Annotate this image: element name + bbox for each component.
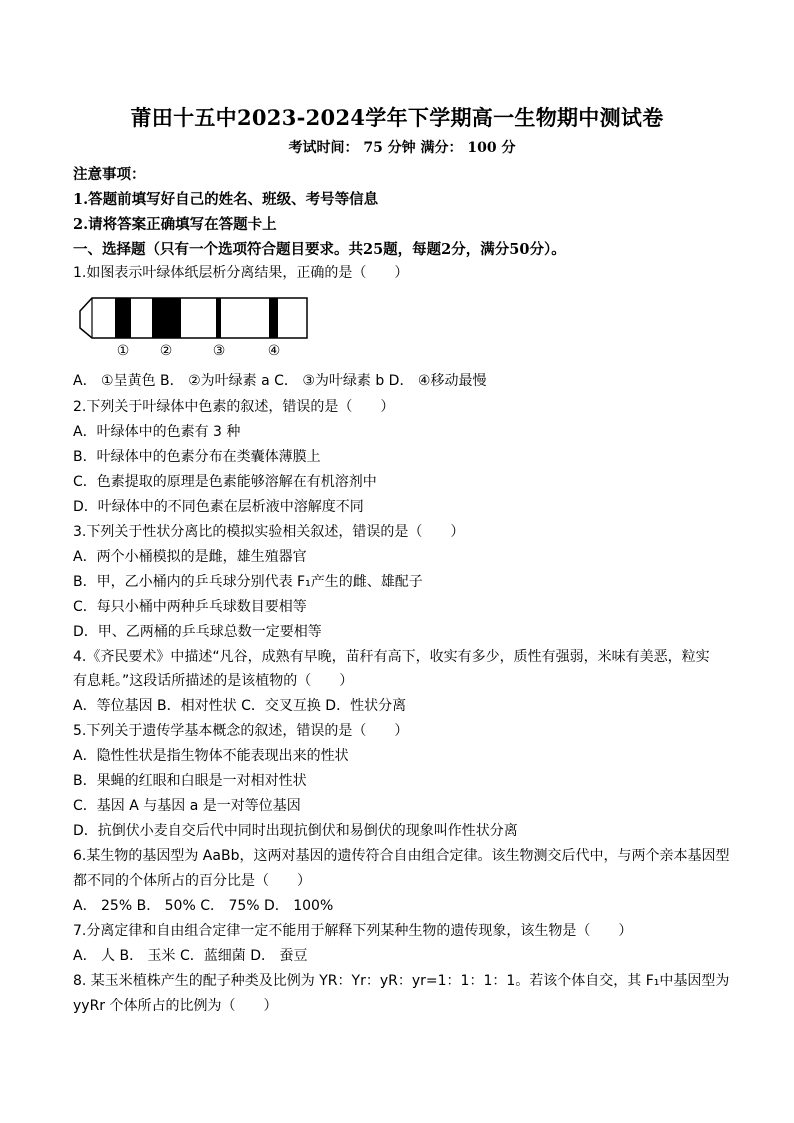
question-option: C．色素提取的原理是色素能够溶解在有机溶剂中 [73,473,377,490]
question-stem: 1.如图表示叶绿体纸层析分离结果，正确的是（ ） [73,265,409,281]
question-option: A．两个小桶模拟的是雌，雄生殖器官 [73,548,307,565]
band-label: ③ [212,343,226,359]
page-title: 莆田十五中2023-2024学年下学期高一生物期中测试卷 [130,105,664,130]
notice-item: 1.答题前填写好自己的姓名、班级、考号等信息 [73,191,379,208]
notice-item: 2.请将答案正确填写在答题卡上 [73,216,277,233]
question-option: B．甲，乙小桶内的乒乓球分别代表 F₁产生的雌、雄配子 [73,573,423,590]
exam-info: 考试时间： 75 分钟 满分： 100 分 [288,140,516,156]
band-label: ② [159,343,173,359]
section-heading: 一、选择题（只有一个选项符合题目要求。共25题，每题2分，满分50分）。 [73,241,566,258]
question-line: 4.《齐民要术》中描述“凡谷，成熟有早晚，苗秆有高下，收实有多少，质性有强弱，米味有美恶，粒实 [73,648,710,665]
question-option: B．果蝇的红眼和白眼是一对相对性状 [73,773,307,790]
question-option: A． 人 B． 玉米 C．蓝细菌 D． 蚕豆 [73,947,308,964]
question-line: 8. 某玉米植株产生的配子种类及比例为 YR：Yr：yR：yr=1：1：1：1。若该个体自交，其 F₁中基因型为 [73,972,730,989]
chromatography-figure [78,295,313,365]
question-option: A．叶绿体中的色素有 3 种 [73,423,241,440]
question-option: C．基因 A 与基因 a 是一对等位基因 [73,798,301,815]
pigment-band-2 [152,298,181,338]
question-option: A．隐性性状是指生物体不能表现出来的性状 [73,748,349,765]
question-line: 7.分离定律和自由组合定律一定不能用于解释下列某种生物的遗传现象，该生物是（ ） [73,922,633,939]
question-option: D．叶绿体中的不同色素在层析液中溶解度不同 [73,498,364,515]
question-option: A． 25% B． 50% C． 75% D． 100% [73,898,334,914]
pigment-band-3 [216,298,221,338]
question-line: 有息耗。”这段话所描述的是该植物的（ ） [73,673,354,690]
question-line: 5.下列关于遗传学基本概念的叙述，错误的是（ ） [73,723,409,740]
question-option: D．甲、乙两桶的乒乓球总数一定要相等 [73,623,322,640]
band-label: ① [116,343,130,359]
question-option: D．抗倒伏小麦自交后代中同时出现抗倒伏和易倒伏的现象叫作性状分离 [73,823,518,840]
question-line: 都不同的个体所占的百分比是（ ） [73,873,311,890]
question-line: 3.下列关于性状分离比的模拟实验相关叙述，错误的是（ ） [73,523,465,540]
question-options: A． ①呈黄色 B． ②为叶绿素 a C． ③为叶绿素 b D． ④移动最慢 [73,373,487,389]
pigment-band-1 [115,298,131,338]
question-line: yyRr 个体所占的比例为（ ） [73,997,278,1014]
question-option: C．每只小桶中两种乒乓球数目要相等 [73,598,307,615]
question-option: B．叶绿体中的色素分布在类囊体薄膜上 [73,448,321,465]
pigment-band-4 [269,298,278,338]
notice-heading: 注意事项： [73,166,146,183]
question-line: 6.某生物的基因型为 AaBb，这两对基因的遗传符合自由组合定律。该生物测交后代中，与两个亲本基因型 [73,848,730,865]
band-label: ④ [267,343,281,359]
question-line: 2.下列关于叶绿体中色素的叙述，错误的是（ ） [73,399,395,415]
question-option: A．等位基因 B．相对性状 C．交叉互换 D．性状分离 [73,698,407,715]
